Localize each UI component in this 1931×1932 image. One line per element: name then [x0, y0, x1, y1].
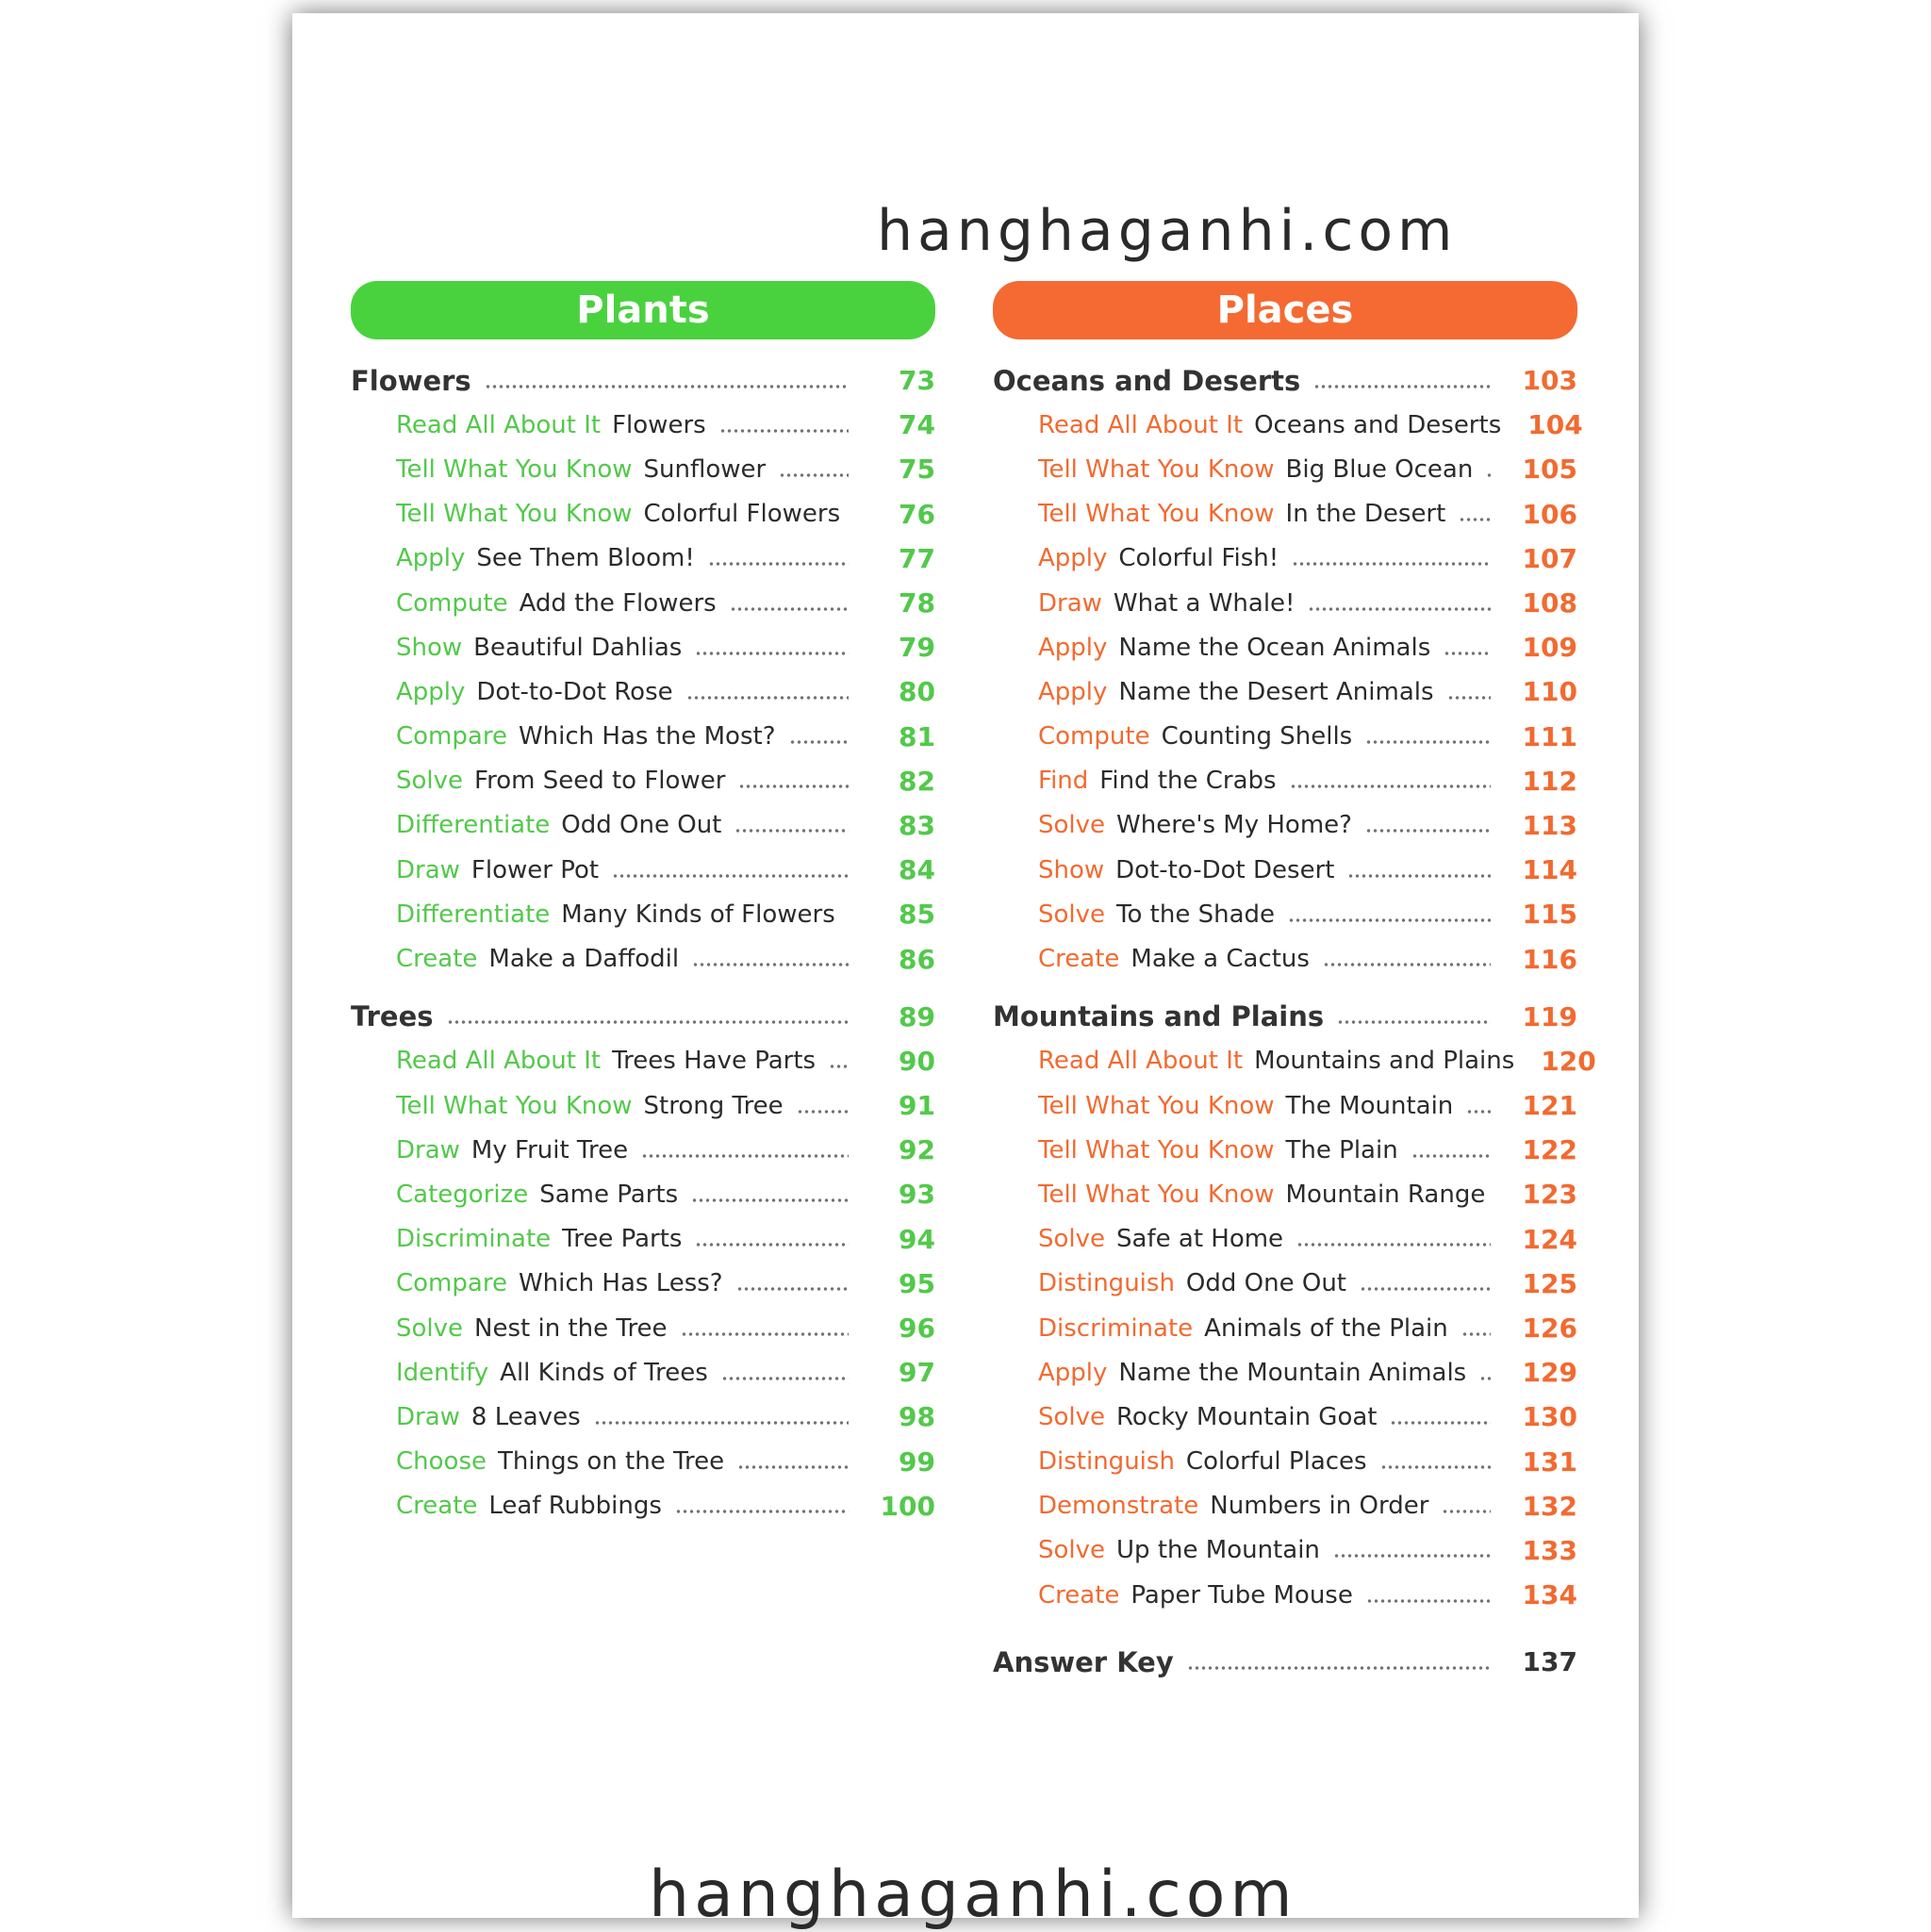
entry-page: 82	[862, 766, 935, 797]
leader-dots	[738, 784, 849, 788]
entry-skill: Tell What You Know	[396, 455, 633, 484]
entry-page: 125	[1504, 1268, 1577, 1299]
leader-dots	[1444, 652, 1491, 655]
places-banner: Places	[993, 281, 1577, 339]
entry-title: Trees Have Parts	[612, 1047, 816, 1075]
entry-title: Colorful Fish!	[1118, 544, 1279, 572]
entry-page: 113	[1504, 810, 1577, 841]
entry-title: Leaf Rubbings	[488, 1492, 662, 1520]
leader-dots	[686, 696, 849, 700]
leader-dots	[1442, 1510, 1491, 1513]
entry-page: 122	[1504, 1134, 1577, 1165]
toc-entry	[351, 1083, 935, 1128]
entry-skill: Solve	[1038, 811, 1105, 839]
entry-title: Make a Cactus	[1131, 945, 1310, 973]
entry-title: Which Has the Most?	[519, 722, 776, 751]
entry-page: 80	[862, 676, 935, 707]
entry-page: 130	[1504, 1401, 1577, 1432]
toc-section	[993, 358, 1577, 982]
entry-title: Tree Parts	[562, 1225, 682, 1253]
answer-key-label: Answer Key	[993, 1646, 1174, 1678]
entry-skill: Read All About It	[396, 411, 601, 439]
entry-page: 90	[862, 1046, 935, 1077]
toc-entry	[993, 1350, 1577, 1395]
entry-page: 97	[862, 1357, 935, 1388]
leader-dots	[737, 1465, 849, 1469]
section-heading-row	[351, 995, 935, 1039]
entry-title: Rocky Mountain Goat	[1116, 1403, 1377, 1431]
leader-dots	[641, 1154, 849, 1158]
entry-page: 83	[862, 810, 935, 841]
entry-title: From Seed to Flower	[474, 767, 725, 795]
watermark-bottom: hanghaganhi.com	[649, 1858, 1297, 1932]
entry-skill: Compute	[396, 589, 508, 618]
toc-entry	[993, 625, 1577, 669]
entry-skill: Apply	[396, 544, 465, 572]
toc-entry	[993, 1262, 1577, 1306]
leader-dots	[1313, 385, 1491, 388]
entry-skill: Tell What You Know	[1038, 1136, 1275, 1164]
toc-entry	[351, 492, 935, 537]
entry-skill: Tell What You Know	[396, 1092, 633, 1120]
entry-title: Counting Shells	[1162, 722, 1353, 751]
toc-entry	[351, 1395, 935, 1439]
section-heading-row	[993, 358, 1577, 403]
entry-page: 96	[862, 1313, 935, 1344]
plants-banner: Plants	[351, 281, 935, 339]
section-page: 89	[862, 1001, 935, 1032]
entry-skill: Identify	[396, 1359, 488, 1387]
toc-entry	[993, 492, 1577, 537]
toc-entry	[351, 715, 935, 759]
toc-entry	[993, 892, 1577, 936]
leader-dots	[829, 1065, 849, 1068]
toc-entry	[993, 1217, 1577, 1262]
entry-skill: Apply	[1038, 678, 1107, 706]
entry-page: 114	[1504, 854, 1577, 885]
section-page: 119	[1504, 1001, 1577, 1032]
entry-page: 98	[862, 1401, 935, 1432]
entry-page: 109	[1504, 632, 1577, 663]
watermark-top: hanghaganhi.com	[877, 198, 1458, 264]
entry-title: Mountains and Plains	[1254, 1047, 1514, 1075]
entry-skill: Draw	[1038, 589, 1102, 618]
toc-entry	[993, 581, 1577, 625]
leader-dots	[797, 1110, 849, 1114]
leader-dots	[1292, 562, 1491, 566]
entry-title: Colorful Places	[1186, 1447, 1367, 1476]
leader-dots	[675, 1510, 849, 1513]
entry-page: 131	[1504, 1446, 1577, 1478]
entry-title: Paper Tube Mouse	[1131, 1581, 1352, 1610]
leader-dots	[1466, 1110, 1491, 1114]
leader-dots	[1187, 1666, 1491, 1670]
toc-entry	[993, 1306, 1577, 1350]
entry-skill: Tell What You Know	[1038, 455, 1275, 484]
toc-entry	[993, 759, 1577, 803]
toc-entry	[351, 1440, 935, 1484]
toc-entry	[993, 537, 1577, 581]
entry-skill: Draw	[396, 1403, 460, 1431]
entry-page: 79	[862, 632, 935, 663]
toc-entry	[351, 1217, 935, 1262]
entry-title: See Them Bloom!	[476, 544, 694, 572]
entry-skill: Distinguish	[1038, 1447, 1175, 1476]
entry-skill: Distinguish	[1038, 1269, 1175, 1297]
section-page: 103	[1504, 365, 1577, 396]
entry-title: In the Desert	[1286, 500, 1446, 528]
leader-dots	[681, 1332, 849, 1336]
entry-skill: Create	[1038, 1581, 1119, 1610]
entry-skill: Solve	[1038, 1536, 1105, 1564]
entry-page: 77	[862, 543, 935, 574]
entry-title: All Kinds of Trees	[500, 1359, 708, 1387]
toc-entry	[351, 447, 935, 491]
entry-page: 100	[862, 1491, 935, 1522]
entry-title: Find the Crabs	[1099, 767, 1276, 795]
entry-title: Which Has Less?	[519, 1269, 723, 1297]
leader-dots	[1365, 829, 1491, 833]
leader-dots	[1447, 696, 1491, 700]
entry-page: 84	[862, 854, 935, 885]
toc-entry	[351, 1172, 935, 1216]
entry-skill: Solve	[396, 1314, 463, 1343]
entry-skill: Tell What You Know	[1038, 500, 1275, 528]
answer-key-row	[993, 1640, 1577, 1684]
entry-skill: Tell What You Know	[396, 500, 633, 528]
leader-dots	[1479, 1377, 1491, 1380]
leader-dots	[695, 652, 849, 655]
entry-page: 74	[862, 409, 935, 440]
leader-dots	[1288, 918, 1491, 922]
entry-page: 116	[1504, 944, 1577, 975]
entry-title: Things on the Tree	[498, 1447, 724, 1476]
toc-entry	[993, 1573, 1577, 1617]
leader-dots	[1390, 1421, 1491, 1425]
leader-dots	[1347, 874, 1491, 878]
entry-page: 107	[1504, 543, 1577, 574]
entry-skill: Discriminate	[1038, 1314, 1193, 1343]
entry-skill: Categorize	[396, 1181, 528, 1209]
toc-entry	[351, 848, 935, 892]
entry-title: Odd One Out	[561, 811, 721, 839]
toc-entry	[351, 1128, 935, 1172]
toc-entry	[351, 1039, 935, 1083]
entry-skill: Read All About It	[396, 1047, 601, 1075]
section-page: 73	[862, 365, 935, 396]
places-column	[993, 281, 1577, 1684]
entry-page: 94	[862, 1224, 935, 1255]
entry-skill: Discriminate	[396, 1225, 551, 1253]
toc-entry	[351, 1262, 935, 1306]
toc-entry	[351, 803, 935, 848]
entry-page: 115	[1504, 899, 1577, 930]
leader-dots	[1459, 518, 1491, 521]
entry-title: Numbers in Order	[1210, 1492, 1428, 1520]
leader-dots	[1486, 473, 1491, 477]
entry-title: Flower Pot	[471, 856, 599, 884]
entry-page: 110	[1504, 676, 1577, 707]
entry-title: Name the Desert Animals	[1118, 678, 1433, 706]
leader-dots	[1461, 1332, 1491, 1336]
entry-title: Animals of the Plain	[1204, 1314, 1448, 1343]
leader-dots	[1296, 1243, 1491, 1247]
leader-dots	[692, 963, 849, 966]
entry-title: The Plain	[1286, 1136, 1398, 1164]
section-heading-row	[993, 995, 1577, 1039]
entry-page: 121	[1504, 1090, 1577, 1121]
entry-title: Up the Mountain	[1116, 1536, 1320, 1564]
entry-title: Make a Daffodil	[488, 945, 679, 973]
entry-title: Sunflower	[644, 455, 767, 484]
leader-dots	[1380, 1465, 1491, 1469]
entry-skill: Compare	[396, 722, 507, 751]
entry-skill: Create	[1038, 945, 1119, 973]
toc-entry	[351, 936, 935, 981]
toc-entry	[993, 1083, 1577, 1128]
leader-dots	[1366, 1599, 1491, 1603]
leader-dots	[721, 1377, 849, 1380]
entry-title: The Mountain	[1286, 1092, 1454, 1120]
entry-page: 105	[1504, 454, 1577, 485]
leader-dots	[736, 1287, 849, 1291]
entry-title: My Fruit Tree	[471, 1136, 628, 1164]
toc-entry	[993, 848, 1577, 892]
toc-entry	[993, 1039, 1577, 1083]
toc-entry	[993, 1172, 1577, 1216]
leader-dots	[695, 1243, 849, 1247]
toc-entry	[351, 1350, 935, 1395]
entry-page: 99	[862, 1446, 935, 1478]
entry-title: Oceans and Deserts	[1254, 411, 1501, 439]
leader-dots	[1333, 1554, 1491, 1558]
entry-title: Dot-to-Dot Desert	[1115, 856, 1334, 884]
entry-page: 75	[862, 454, 935, 485]
entry-title: Same Parts	[539, 1181, 678, 1209]
toc-entry	[351, 669, 935, 714]
entry-skill: Solve	[1038, 1403, 1105, 1431]
entry-skill: Apply	[1038, 1359, 1107, 1387]
entry-page: 124	[1504, 1224, 1577, 1255]
toc-entry	[351, 625, 935, 669]
entry-page: 91	[862, 1090, 935, 1121]
toc-entry	[993, 1528, 1577, 1573]
entry-page: 86	[862, 944, 935, 975]
entry-skill: Compare	[396, 1269, 507, 1297]
entry-page: 81	[862, 721, 935, 752]
toc-section	[993, 995, 1577, 1618]
section-title: Oceans and Deserts	[993, 365, 1300, 397]
entry-page: 132	[1504, 1491, 1577, 1522]
entry-title: 8 Leaves	[471, 1403, 581, 1431]
entry-skill: Apply	[1038, 634, 1107, 662]
entry-page: 112	[1504, 766, 1577, 797]
entry-skill: Draw	[396, 856, 460, 884]
entry-page: 92	[862, 1134, 935, 1165]
entry-skill: Apply	[1038, 544, 1107, 572]
leader-dots	[1323, 963, 1491, 966]
entry-page: 123	[1511, 1179, 1577, 1210]
toc-entry	[993, 403, 1577, 447]
leader-dots	[1365, 740, 1491, 744]
leader-dots	[1308, 607, 1491, 611]
entry-page: 108	[1504, 587, 1577, 619]
plants-column	[351, 281, 935, 1528]
entry-skill: Read All About It	[1038, 411, 1243, 439]
leader-dots	[1360, 1287, 1491, 1291]
leader-dots	[708, 562, 849, 566]
section-title: Trees	[351, 1000, 434, 1032]
entry-skill: Apply	[396, 678, 465, 706]
toc-section	[351, 358, 935, 982]
entry-page: 129	[1504, 1357, 1577, 1388]
toc-entry	[351, 759, 935, 803]
toc-entry	[351, 1484, 935, 1528]
entry-skill: Show	[396, 634, 462, 662]
entry-title: Dot-to-Dot Rose	[476, 678, 672, 706]
leader-dots	[779, 473, 849, 477]
entry-skill: Solve	[1038, 1225, 1105, 1253]
entry-title: Strong Tree	[644, 1092, 784, 1120]
toc-section	[351, 995, 935, 1528]
toc-entry	[993, 447, 1577, 491]
entry-page: 104	[1527, 409, 1582, 440]
leader-dots	[691, 1198, 849, 1202]
entry-skill: Compute	[1038, 722, 1150, 751]
leader-dots	[447, 1020, 850, 1024]
entry-skill: Differentiate	[396, 900, 550, 929]
entry-skill: Show	[1038, 856, 1104, 884]
entry-skill: Choose	[396, 1447, 487, 1476]
toc-entry	[351, 403, 935, 447]
entry-page: 111	[1504, 721, 1577, 752]
leader-dots	[734, 829, 849, 833]
entry-title: Colorful Flowers	[644, 500, 841, 528]
entry-page: 126	[1504, 1313, 1577, 1344]
entry-title: Many Kinds of Flowers	[561, 900, 834, 929]
entry-page: 76	[866, 499, 935, 530]
toc-entry	[993, 936, 1577, 981]
entry-title: To the Shade	[1116, 900, 1275, 929]
entry-skill: Create	[396, 1492, 477, 1520]
entry-skill: Differentiate	[396, 811, 550, 839]
toc-entry	[351, 892, 935, 936]
entry-title: Nest in the Tree	[474, 1314, 668, 1343]
leader-dots	[730, 607, 849, 611]
entry-title: Flowers	[612, 411, 706, 439]
entry-title: Beautiful Dahlias	[473, 634, 682, 662]
entry-skill: Draw	[396, 1136, 460, 1164]
entry-title: Big Blue Ocean	[1286, 455, 1474, 484]
section-title: Mountains and Plains	[993, 1000, 1324, 1032]
toc-entry	[351, 581, 935, 625]
entry-skill: Solve	[396, 767, 463, 795]
places-sections	[993, 358, 1577, 1617]
entry-page: 93	[862, 1179, 935, 1210]
leader-dots	[1337, 1020, 1491, 1024]
plants-sections	[351, 358, 935, 1528]
leader-dots	[485, 385, 849, 388]
toc-entry	[993, 1484, 1577, 1528]
entry-title: Odd One Out	[1186, 1269, 1346, 1297]
entry-title: Safe at Home	[1116, 1225, 1283, 1253]
entry-page: 120	[1541, 1046, 1595, 1077]
section-heading-row	[351, 358, 935, 403]
entry-title: Add the Flowers	[520, 589, 717, 618]
answer-key-page: 137	[1504, 1646, 1577, 1677]
entry-skill: Demonstrate	[1038, 1492, 1198, 1520]
toc-entry	[351, 537, 935, 581]
leader-dots	[1290, 784, 1491, 788]
entry-title: Name the Ocean Animals	[1118, 634, 1430, 662]
entry-page: 134	[1504, 1579, 1577, 1610]
leader-dots	[594, 1421, 849, 1425]
toc-entry	[351, 1306, 935, 1350]
entry-page: 95	[862, 1268, 935, 1299]
entry-title: Where's My Home?	[1116, 811, 1352, 839]
entry-page: 133	[1504, 1535, 1577, 1566]
entry-skill: Tell What You Know	[1038, 1092, 1275, 1120]
entry-title: Mountain Range	[1286, 1181, 1486, 1209]
entry-skill: Read All About It	[1038, 1047, 1243, 1075]
leader-dots	[612, 874, 849, 878]
entry-page: 85	[862, 899, 935, 930]
entry-skill: Tell What You Know	[1038, 1181, 1275, 1209]
toc-entry	[993, 1128, 1577, 1172]
entry-skill: Create	[396, 945, 477, 973]
entry-page: 106	[1504, 499, 1577, 530]
section-title: Flowers	[351, 365, 471, 397]
entry-title: What a Whale!	[1114, 589, 1296, 618]
toc-entry	[993, 1440, 1577, 1484]
entry-skill: Solve	[1038, 900, 1105, 929]
toc-entry	[993, 669, 1577, 714]
entry-skill: Find	[1038, 767, 1088, 795]
entry-page: 78	[862, 587, 935, 619]
toc-entry	[993, 1395, 1577, 1439]
toc-entry	[993, 715, 1577, 759]
leader-dots	[719, 429, 849, 433]
leader-dots	[789, 740, 849, 744]
entry-title: Name the Mountain Animals	[1118, 1359, 1466, 1387]
leader-dots	[1411, 1154, 1491, 1158]
toc-entry	[993, 803, 1577, 848]
